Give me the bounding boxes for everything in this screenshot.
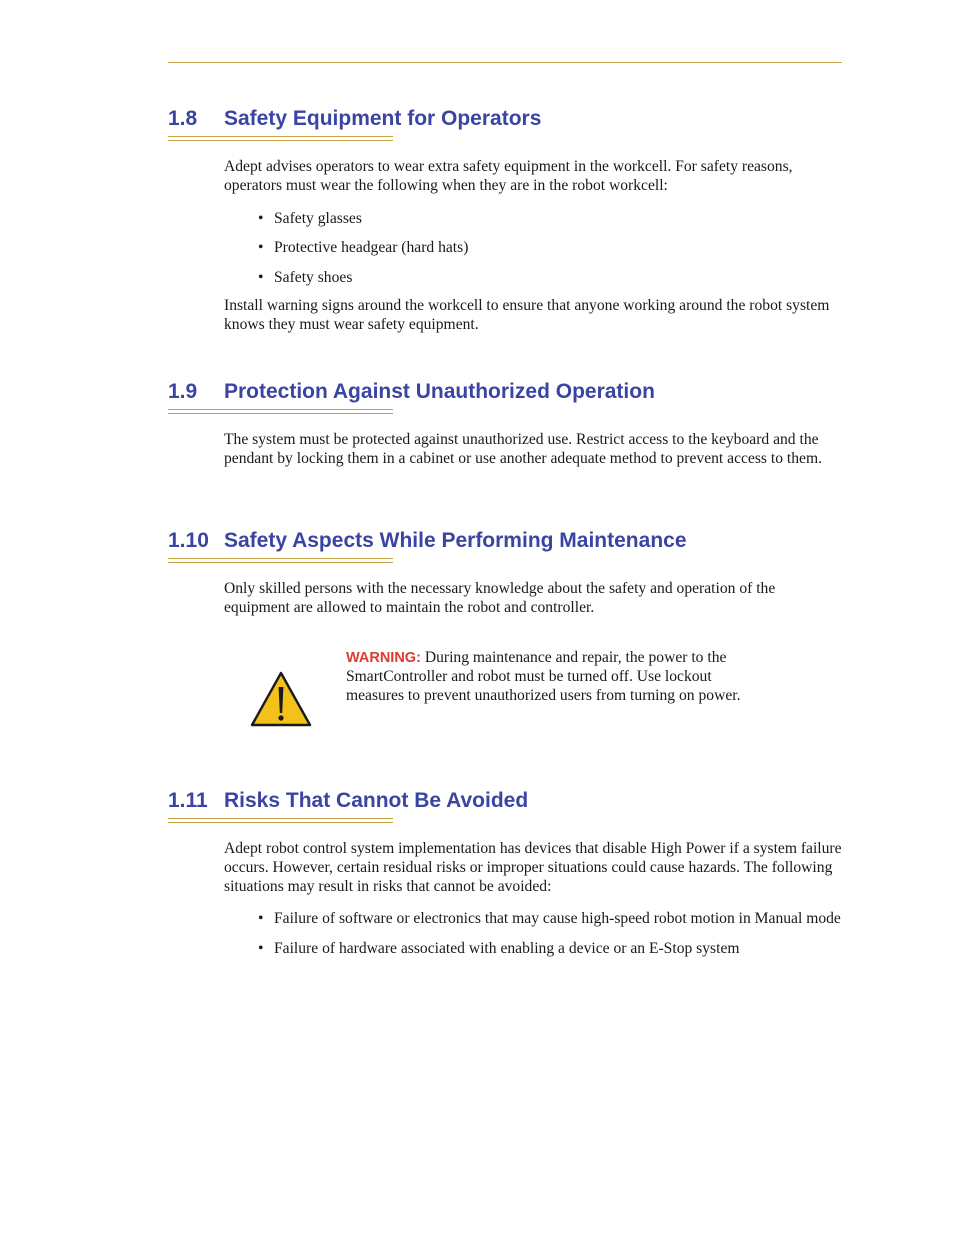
header-rule: [168, 62, 842, 63]
bullet-glyph: •: [258, 239, 264, 257]
section-1-10: [168, 528, 842, 704]
list-item: [224, 269, 842, 288]
list-item-text: Safety shoes: [274, 269, 353, 287]
paragraph: Only skilled persons with the necessary knowledge about the safety and operation of the equipment are allowed to maintain the robot and controller.: [224, 580, 776, 616]
list-item: [224, 239, 842, 258]
bullet-list: [224, 910, 842, 959]
heading-underline: [168, 136, 393, 137]
section-title: Protection Against Unauthorized Operation: [224, 380, 655, 403]
heading-underline: [168, 409, 393, 410]
bullet-list: [224, 210, 842, 288]
warning-triangle-icon: [250, 671, 312, 727]
section-number: 1.10: [168, 529, 209, 552]
section-1-11: [168, 788, 842, 970]
heading-underline: [168, 818, 393, 819]
paragraph: Adept advises operators to wear extra safety equipment in the workcell. For safety reasons, operators must wear the following when they are in the robot workcell:: [224, 158, 793, 194]
paragraph: Adept robot control system implementation has devices that disable High Power if a system failure occurs. However, certain residual risks or improper situations could cause hazards. The following situations may result in risks that cannot be avoided:: [224, 840, 842, 895]
heading-underline: [168, 822, 393, 823]
section-1-8: [168, 106, 842, 335]
heading-underline: [168, 140, 393, 141]
paragraph: Install warning signs around the workcell to ensure that anyone working around the robot system knows they must wear safety equipment.: [224, 296, 830, 333]
warning-text: [346, 649, 746, 705]
heading-underline: [168, 413, 393, 414]
section-1-9: [168, 379, 842, 469]
section-title: Risks That Cannot Be Avoided: [224, 789, 529, 812]
section-heading: [168, 379, 842, 423]
section-title: Safety Aspects While Performing Maintenance: [224, 529, 687, 552]
heading-underline: [168, 558, 393, 559]
section-title: Safety Equipment for Operators: [224, 107, 542, 130]
list-item-text: Failure of software or electronics that may cause high-speed robot motion in Manual mode: [274, 910, 841, 928]
paragraph: The system must be protected against unauthorized use. Restrict access to the keyboard and the pendant by locking them in a cabinet or use another adequate method to prevent access to them.: [224, 431, 822, 467]
section-heading: [168, 788, 842, 832]
warning-label: WARNING:: [346, 650, 421, 666]
list-item-text: Safety glasses: [274, 209, 362, 227]
warning-body: During maintenance and repair, the power to the SmartController and robot must be turned off. Use lockout measures to prevent unauthorized users from turning on power.: [346, 649, 741, 704]
heading-underline: [168, 562, 393, 563]
list-item-text: Protective headgear (hard hats): [274, 239, 469, 257]
list-item: [224, 940, 842, 959]
bullet-glyph: •: [258, 910, 264, 928]
list-item-text: Failure of hardware associated with enabling a device or an E-Stop system: [274, 940, 740, 958]
section-heading: [168, 106, 842, 150]
section-heading: [168, 528, 842, 572]
section-number: 1.11: [168, 789, 208, 812]
bullet-glyph: •: [258, 209, 264, 227]
section-number: 1.9: [168, 380, 198, 403]
list-item: [224, 210, 842, 229]
bullet-glyph: •: [258, 269, 264, 287]
section-number: 1.8: [168, 107, 198, 130]
bullet-glyph: •: [258, 940, 264, 958]
list-item: [224, 910, 842, 929]
